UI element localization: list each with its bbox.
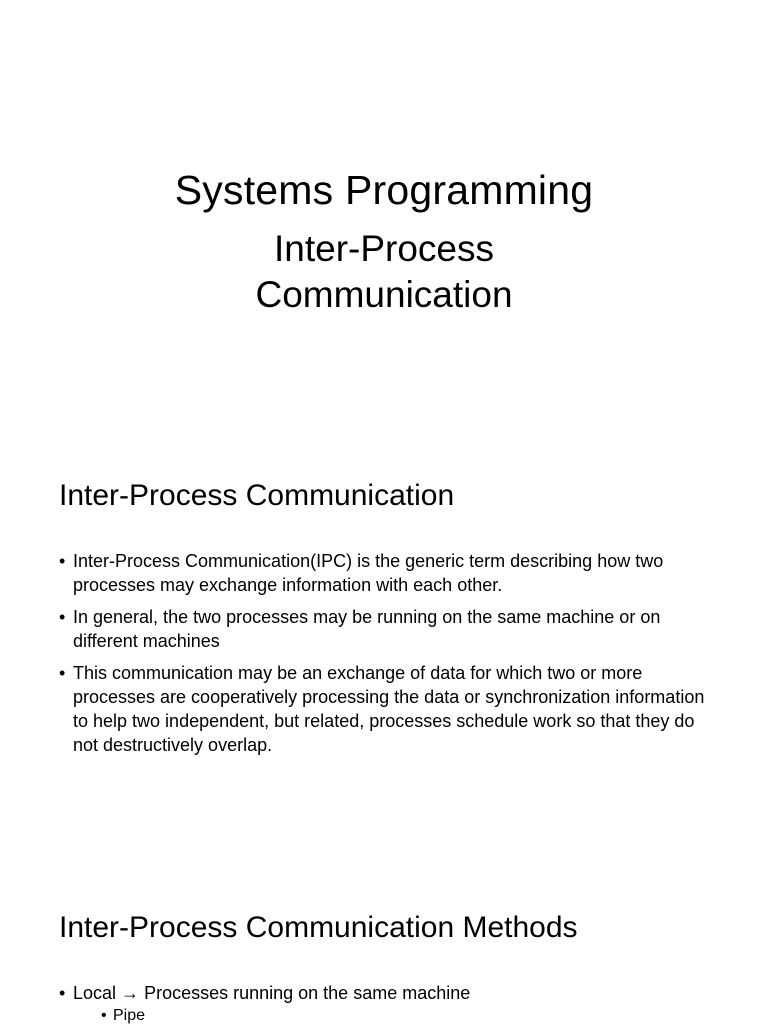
bullet-item <box>59 661 719 757</box>
bullet-icon <box>59 981 71 1005</box>
bullet-item <box>59 605 719 653</box>
title-slide <box>0 0 768 432</box>
bullet-list <box>59 549 719 765</box>
bullet-text: This communication may be an exchange of data for which two or more processes are cooperatively processing the data or synchronization information to help two independent, but related, processes schedule work so that they do not destructively overlap. <box>73 663 705 755</box>
bullet-item <box>59 981 719 1024</box>
sub-bullet-list <box>73 1005 719 1024</box>
subtitle-line: Communication <box>255 274 513 315</box>
bullet-list <box>59 981 719 1024</box>
ipc-methods-slide <box>0 864 768 1024</box>
ipc-definition-slide <box>0 432 768 864</box>
sub-bullet-icon <box>101 1005 107 1024</box>
right-arrow-icon: → <box>121 983 140 1003</box>
slide-heading: Inter-Process Communication Methods <box>59 911 578 944</box>
sub-bullet-text: Pipe <box>113 1007 146 1024</box>
subtitle-line: Inter-Process <box>273 228 494 269</box>
bullet-icon <box>59 661 71 685</box>
presentation-subtitle <box>0 226 768 318</box>
bullet-icon <box>59 605 71 629</box>
bullet-text: Processes running on the same machine <box>144 983 471 1003</box>
sub-bullet-item <box>101 1005 719 1024</box>
bullet-icon <box>59 549 71 573</box>
bullet-text: In general, the two processes may be running on the same machine or on different machines <box>73 607 661 651</box>
slide-heading: Inter-Process Communication <box>59 479 455 512</box>
bullet-item <box>59 549 719 597</box>
presentation-title: Systems Programming <box>174 167 594 213</box>
bullet-lead: Local <box>73 983 117 1003</box>
bullet-text: Inter-Process Communication(IPC) is the generic term describing how two processes may exchange information with each other. <box>73 551 664 595</box>
